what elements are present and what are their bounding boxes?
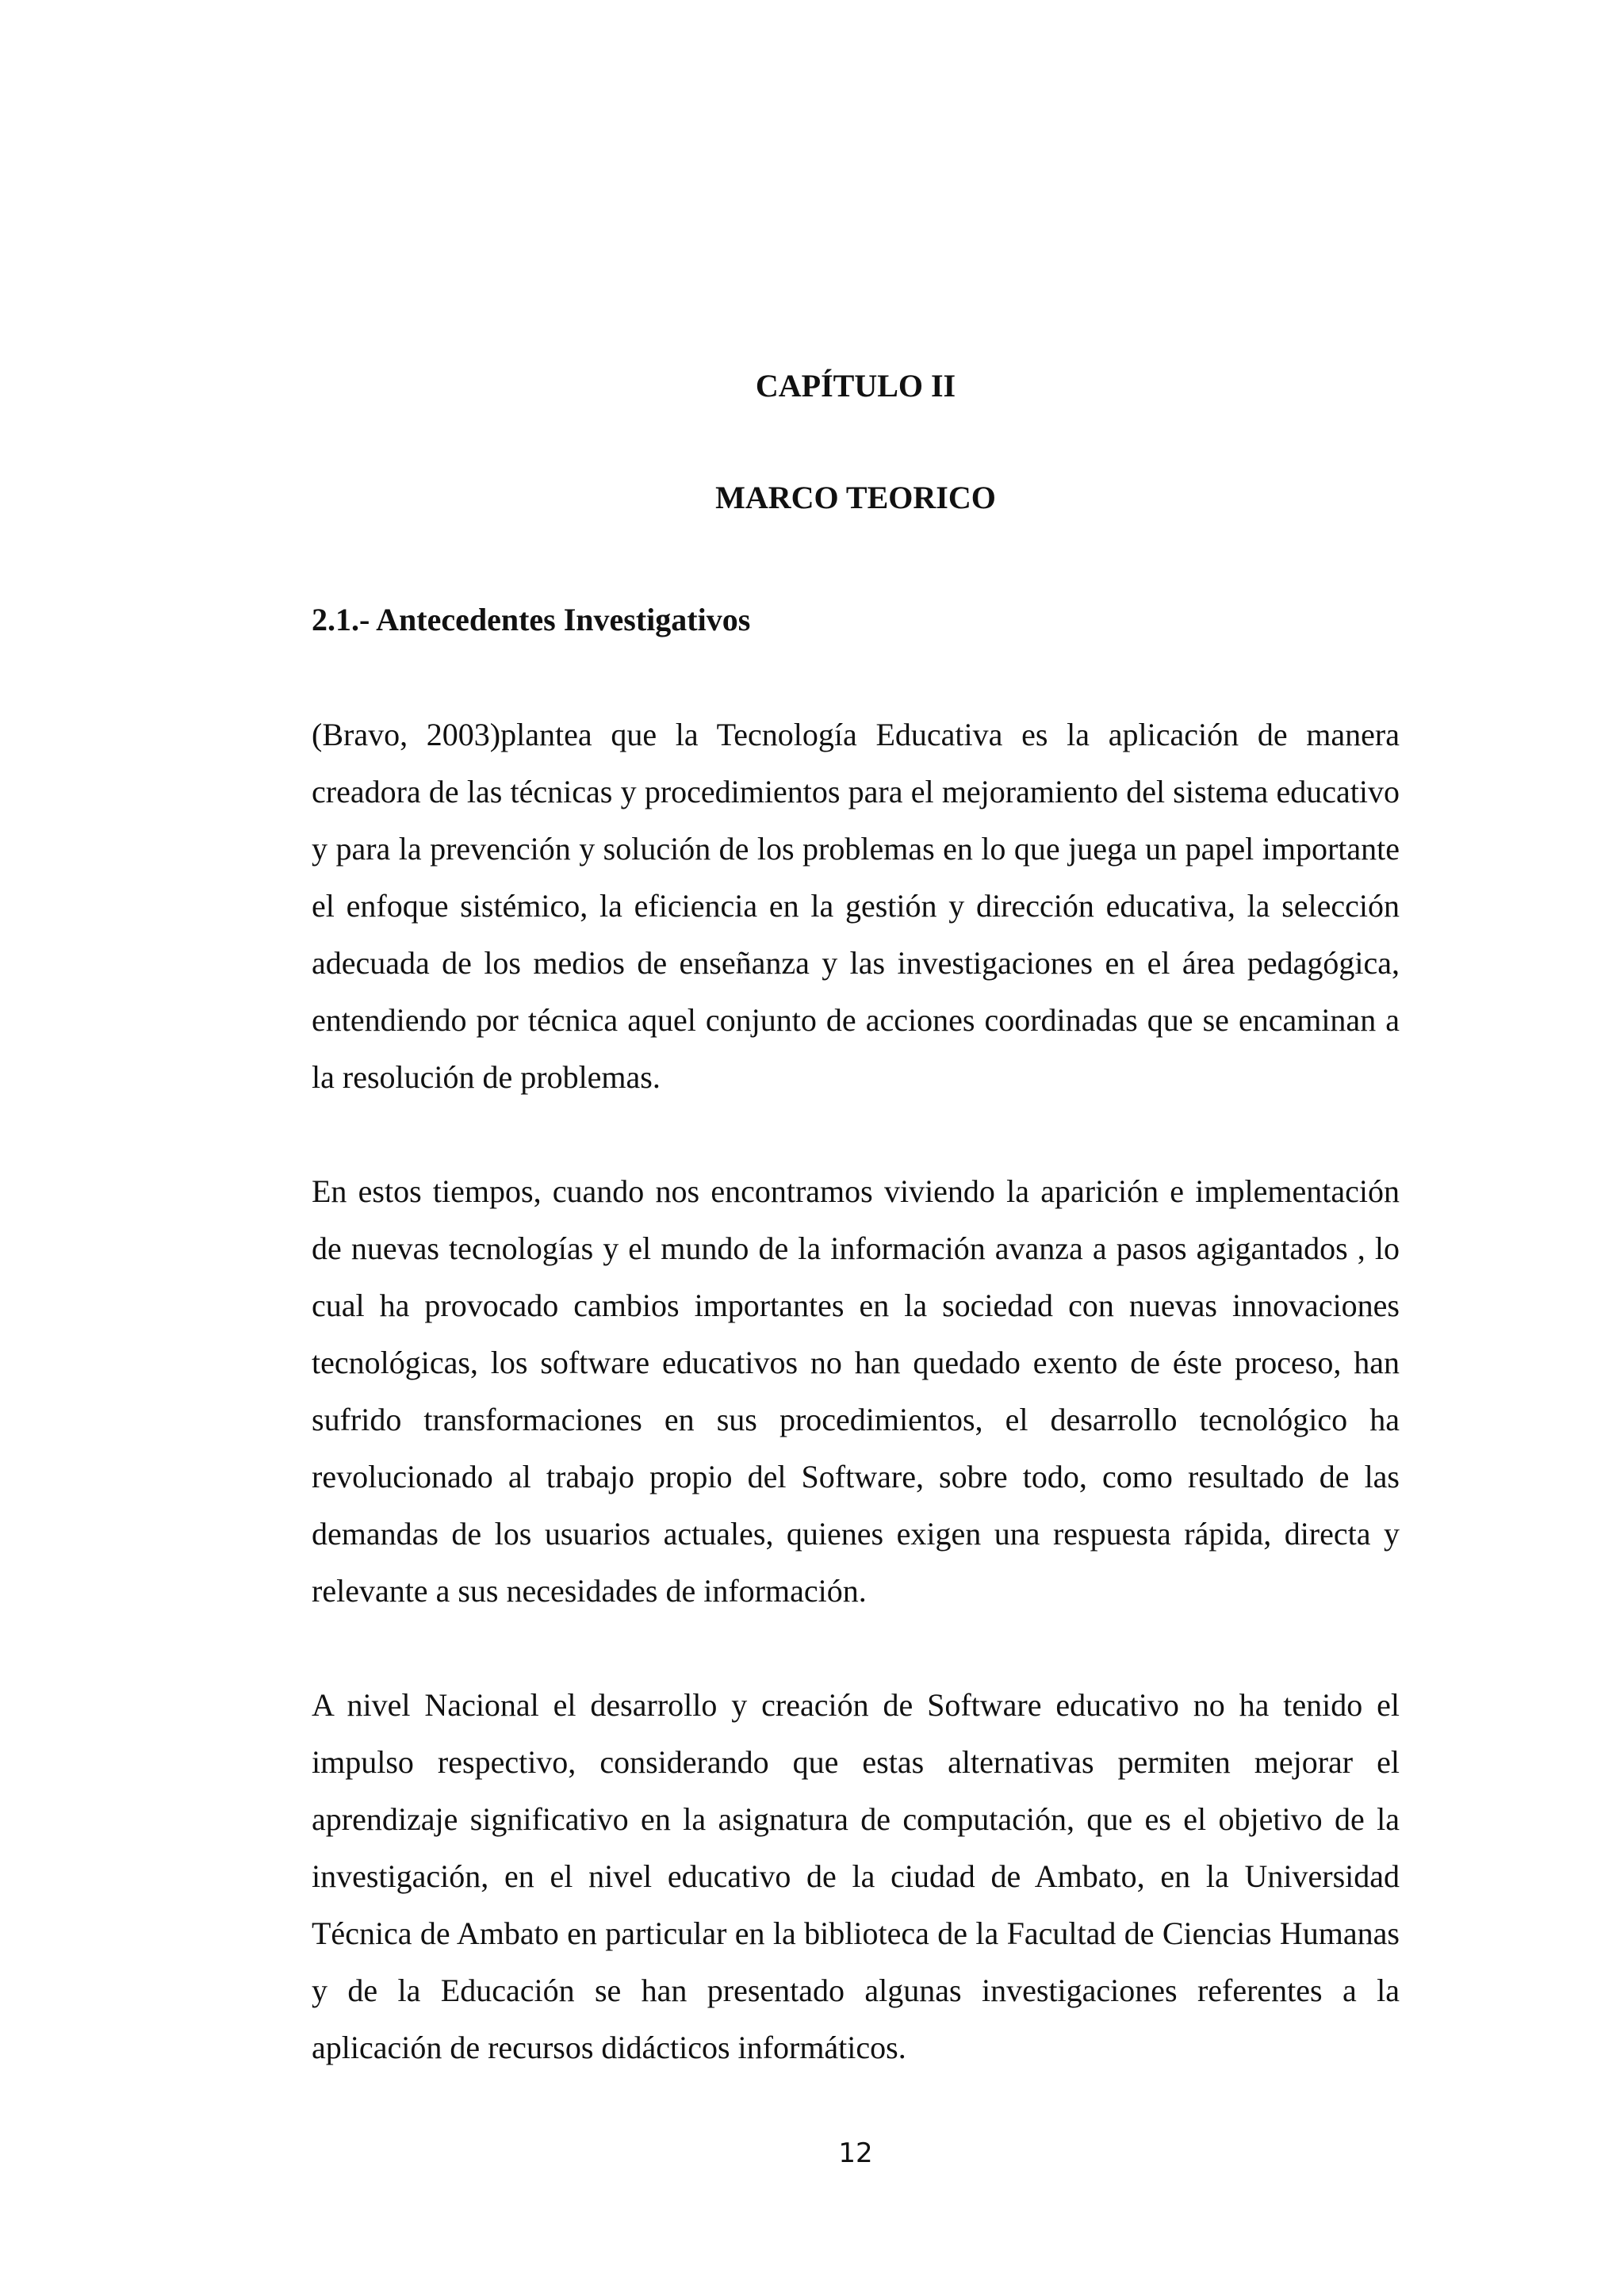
- chapter-title: CAPÍTULO II: [755, 368, 956, 404]
- section-title: MARCO TEORICO: [715, 480, 996, 515]
- subsection-title: 2.1.- Antecedentes Investigativos: [312, 602, 751, 637]
- paragraph-1: (Bravo, 2003)plantea que la Tecnología Educativa es la aplicación de manera creadora de las técnicas y procedimientos para el mejoramiento del sistema educativo y para la prevención y solución de los problemas en lo que juega un papel importante el enfoque sistémico, la eficiencia en la gestión y dirección educativa, la selección adecuada de los medios de enseñanza y las investigaciones en el área pedagógica, entendiendo por técnica aquel conjunto de acciones coordinadas que se encaminan a la resolución de problemas.: [312, 717, 1400, 1095]
- page-number: 12: [838, 2137, 873, 2169]
- paragraph-2: En estos tiempos, cuando nos encontramos viviendo la aparición e implementación de nuevas tecnologías y el mundo de la información avanza a pasos agigantados , lo cual ha provocado cambios importantes en la sociedad con nuevas innovaciones tecnológicas, los software educativos no han quedado exento de éste proceso, han sufrido transformaciones en sus procedimientos, el desarrollo tecnológico ha revolucionado al trabajo propio del Software, sobre todo, como resultado de las demandas de los usuarios actuales, quienes exigen una respuesta rápida, directa y relevante a sus necesidades de información.: [312, 1173, 1400, 1609]
- paragraph-3: A nivel Nacional el desarrollo y creación de Software educativo no ha tenido el impulso respectivo, considerando que estas alternativas permiten mejorar el aprendizaje significativo en la asignatura de computación, que es el objetivo de la investigación, en el nivel educativo de la ciudad de Ambato, en la Universidad Técnica de Ambato en particular en la biblioteca de la Facultad de Ciencias Humanas y de la Educación se han presentado algunas investigaciones referentes a la aplicación de recursos didácticos informáticos.: [312, 1687, 1400, 2065]
